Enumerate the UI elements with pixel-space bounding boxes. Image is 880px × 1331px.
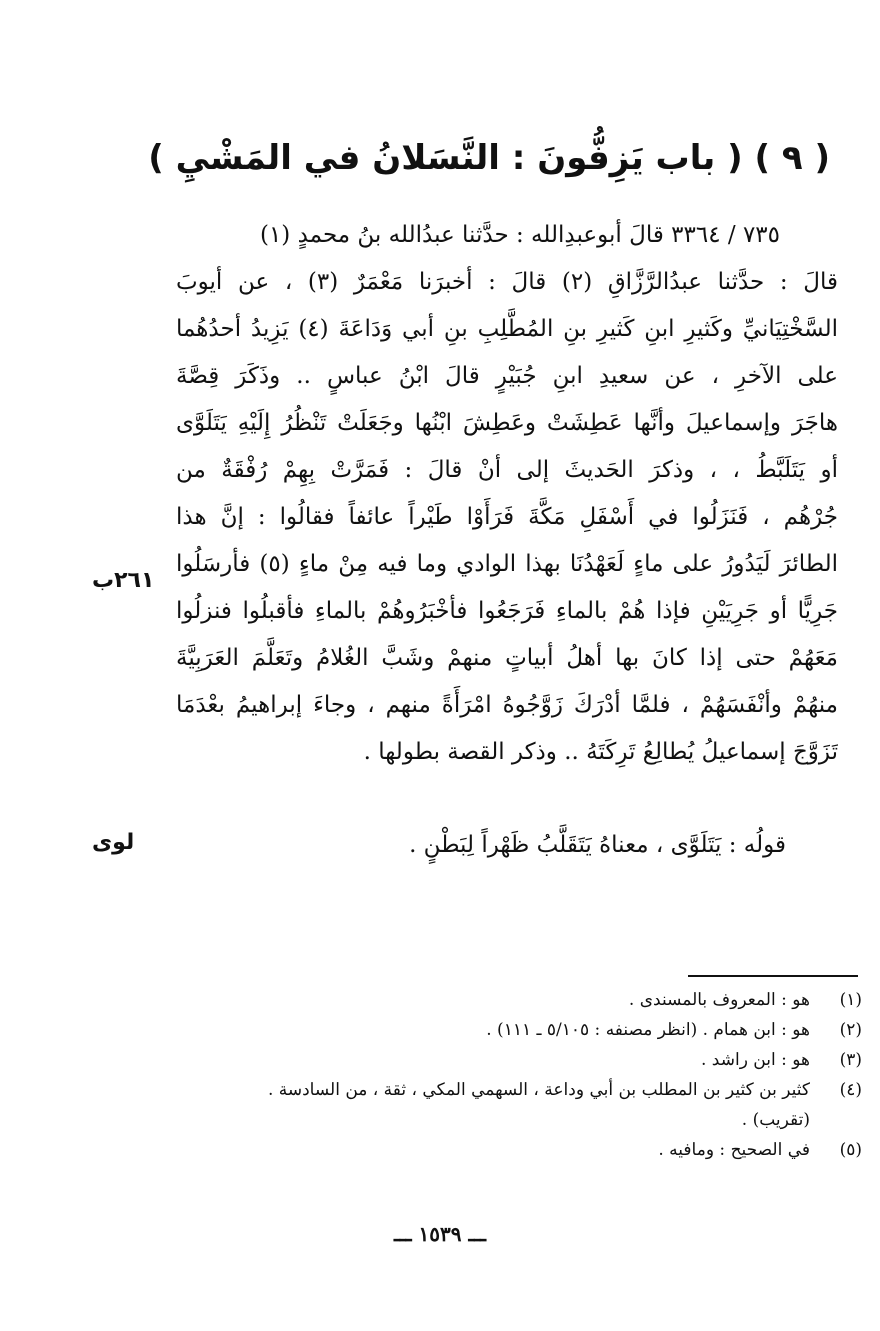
word-comment: قولُه : يَتَلَوَّى ، معناهُ يَتَقَلَّبُ ظَهْراً لِبَطْنٍ . [409, 832, 786, 858]
text-line: جُرْهُم ، فَنَزَلُوا في أَسْفَلِ مَكَّةَ فَرَأَوْا طَيْراً عائفاً فقالُوا : إنَّ هذا [176, 504, 838, 530]
footnote-text: هو : المعروف بالمسندى . [628, 990, 810, 1010]
footnote-number: (٥) [839, 1140, 862, 1160]
text-line: تَزَوَّجَ إسماعيلُ يُطالِعُ تَرِكَتَهُ .. وذكر القصة بطولها . [363, 739, 838, 765]
footnote-separator [688, 975, 858, 977]
footnote-text: هو : ابن راشد . [701, 1050, 810, 1070]
footnote [150, 1045, 862, 1075]
footnote [150, 1075, 862, 1135]
footnote [150, 985, 862, 1015]
text-line: منهُمْ وأنْفَسَهُمْ ، فلمَّا أدْرَكَ زَوَّجُوهُ امْرَأَةً منهم ، وجاءَ إبراهيمُ بعْدَمَا [176, 692, 838, 718]
text-line: قالَ : حدَّثنا عبدُالرَّزَّاقِ (٢) قالَ : أخبرَنا مَعْمَرٌ (٣) ، عن أيوبَ [176, 269, 838, 295]
footnotes [150, 985, 862, 1165]
chapter-title: ( ٩ ) ( باب يَزِفُّونَ : النَّسَلانُ في المَشْيِ ) [148, 138, 830, 178]
footnote-text: هو : ابن همام . (انظر مصنفه : ٥/١٠٥ ـ ١١١) . [486, 1020, 810, 1040]
footnote-number: (٢) [839, 1020, 862, 1040]
footnote [150, 1135, 862, 1165]
page-number: ـــ ١٥٣٩ ـــ [393, 1222, 487, 1246]
text-line: السَّخْتِيَانيِّ وكَثيرِ ابنِ كَثيرِ بنِ المُطَّلِبِ بنِ أبي وَدَاعَةَ (٤) يَزِيدُ أحدُهُما [176, 316, 838, 342]
text-line: الطائرَ لَيَدُورُ على ماءٍ لَعَهْدُنَا بهذا الوادي وما فيه مِنْ ماءٍ (٥) فأرسَلُوا [176, 551, 838, 577]
footnote-text: في الصحيح : ومافيه . [658, 1140, 810, 1160]
hadith-text [176, 212, 838, 776]
text-line: جَرِيًّا أو جَرِيَيْنِ فإذا هُمْ بالماءِ فَرَجَعُوا فأخْبَرُوهُمْ بالماءِ فأقبلُوا فنزلُوا [176, 598, 838, 624]
text-line: على الآخرِ ، عن سعيدِ ابنِ جُبَيْرٍ قالَ ابْنُ عباسٍ .. وذَكَرَ قِصَّةَ [176, 363, 838, 389]
folio-margin-note: ٢٦١ب [92, 568, 155, 593]
footnote [150, 1015, 862, 1045]
text-line: هاجَرَ وإسماعيلَ وأنَّها عَطِشَتْ وعَطِشَ ابْنُها وجَعَلَتْ تَنْظُرُ إِلَيْهِ يَتَلَوَّى [176, 410, 838, 436]
keyword-margin-note: لوى [92, 830, 135, 855]
footnote-text: كثير بن كثير بن المطلب بن أبي وداعة ، السهمي المكي ، ثقة ، من السادسة . [267, 1080, 810, 1100]
text-line: ٧٣٥ / ٣٣٦٤ قالَ أبوعبدِالله : حدَّثنا عبدُالله بنُ محمدٍ (١) [259, 222, 780, 248]
text-line: أو يَتَلَبَّطُ ، ، وذكرَ الحَديثَ إلى أنْ قالَ : فَمَرَّتْ بِهِمْ رُفْقَةٌ من [176, 457, 838, 483]
footnote-text-continued: (تقريب) . [741, 1110, 810, 1130]
footnote-number: (١) [839, 990, 862, 1010]
footnote-number: (٣) [839, 1050, 862, 1070]
footnote-number: (٤) [839, 1080, 862, 1100]
text-line: مَعَهُمْ حتى إذا كانَ بها أهلُ أبياتٍ منهمْ وشَبَّ الغُلامُ وتَعَلَّمَ العَرَبِيَّةَ [176, 645, 838, 671]
